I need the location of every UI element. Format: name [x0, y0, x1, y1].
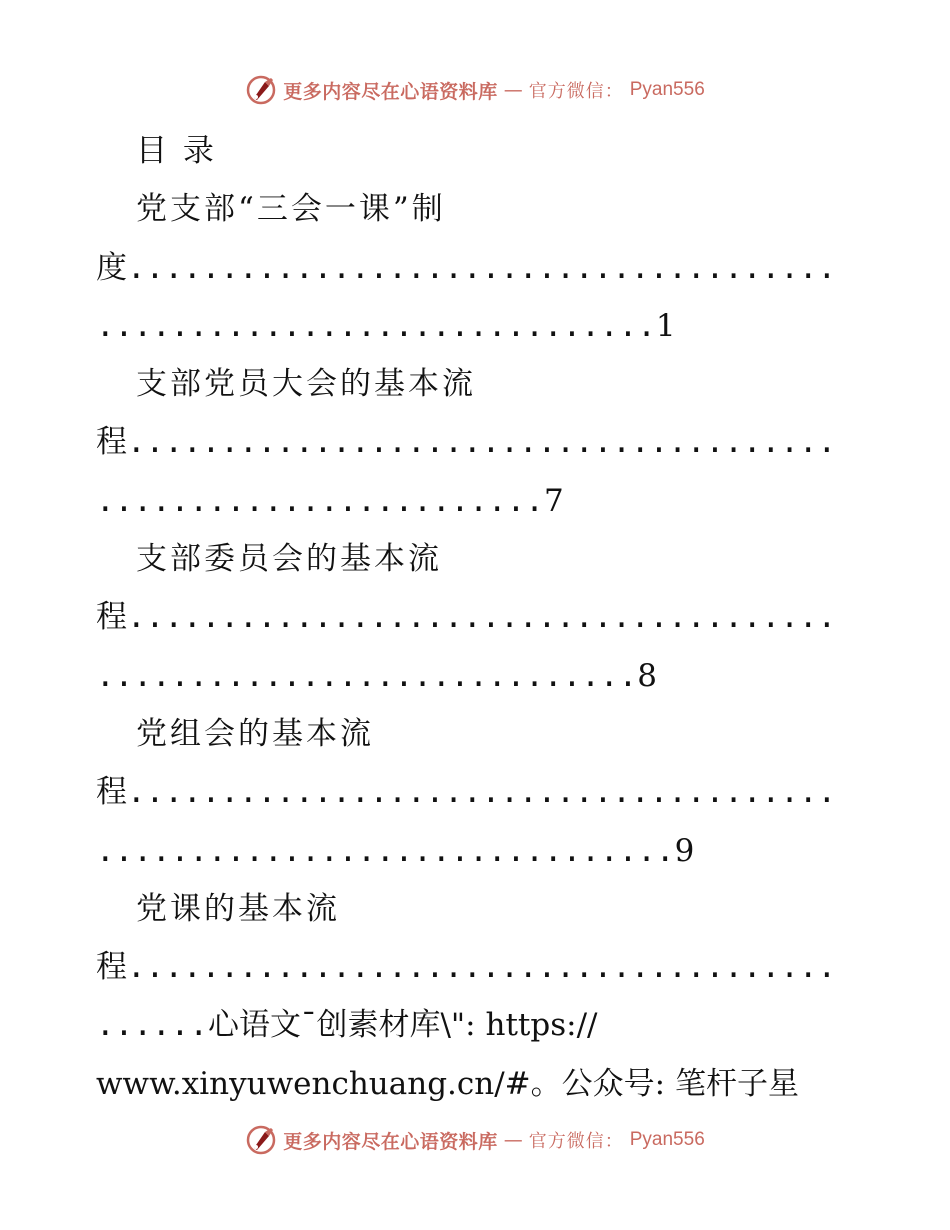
toc-entry-leader[interactable]	[96, 938, 856, 996]
toc-entry-title[interactable]: 支部委员会的基本流	[136, 541, 442, 578]
footer-banner	[0, 1120, 950, 1160]
pen-nib-logo-icon	[245, 74, 277, 106]
toc-page-number: 1	[655, 307, 676, 344]
dot-leader: ..............................	[96, 307, 656, 344]
dot-leader: ......................................	[127, 424, 837, 461]
banner-wechat-id: Pyan556	[629, 1129, 705, 1150]
toc-entry-title-tail: 程	[96, 774, 127, 811]
toc-entry-title[interactable]: 党课的基本流	[136, 890, 340, 927]
footer-text-line2: www.xinyuwenchuang.cn/#。公众号: 笔杆子星	[96, 1065, 799, 1102]
toc-entry-leader[interactable]	[96, 413, 856, 471]
toc-entry-leader[interactable]	[96, 472, 856, 530]
toc-entry-leader[interactable]	[96, 822, 856, 880]
dot-leader: ......................................	[127, 599, 837, 636]
toc-page-number: 8	[637, 657, 657, 694]
dot-leader: ......	[96, 1007, 208, 1044]
toc-entry-leader[interactable]	[96, 763, 856, 821]
toc-entry-leader-with-footer	[96, 996, 856, 1054]
toc-content	[96, 122, 856, 1113]
toc-entry-leader[interactable]	[96, 297, 856, 355]
dot-leader: ......................................	[127, 774, 837, 811]
dot-leader: .............................	[96, 657, 638, 694]
toc-entry-title-tail: 程	[96, 424, 127, 461]
toc-entry-leader[interactable]	[96, 588, 856, 646]
header-banner	[0, 70, 950, 110]
toc-entry-leader[interactable]	[96, 647, 856, 705]
toc-page-number: 9	[674, 832, 695, 869]
toc-entry-title-tail: 度	[96, 249, 127, 286]
banner-wechat-id: Pyan556	[629, 79, 705, 100]
footer-text-line1: 心语文¯创素材库\": https://	[207, 1007, 598, 1044]
toc-entry-leader[interactable]	[96, 239, 856, 297]
banner-dash: —	[503, 79, 523, 101]
toc-title: 目 录	[136, 133, 217, 169]
banner-slogan: 更多内容尽在心语资料库	[283, 80, 498, 103]
banner-wechat-label: 官方微信：	[528, 1131, 624, 1152]
banner-wechat-label: 官方微信：	[528, 81, 624, 102]
dot-leader: ......................................	[127, 249, 837, 286]
toc-entry-title-tail: 程	[96, 949, 127, 986]
toc-entry-title-tail: 程	[96, 599, 127, 636]
toc-entry-title[interactable]: 支部党员大会的基本流	[136, 366, 476, 403]
toc-entry-title[interactable]: 党支部“三会一课”制	[136, 191, 446, 228]
toc-entry-title[interactable]: 党组会的基本流	[136, 715, 374, 752]
banner-dash: —	[503, 1129, 523, 1151]
dot-leader: ...............................	[96, 832, 675, 869]
dot-leader: ......................................	[127, 949, 837, 986]
pen-nib-logo-icon	[245, 1124, 277, 1156]
banner-slogan: 更多内容尽在心语资料库	[283, 1130, 498, 1153]
dot-leader: ........................	[96, 482, 544, 519]
toc-page-number: 7	[543, 482, 564, 519]
